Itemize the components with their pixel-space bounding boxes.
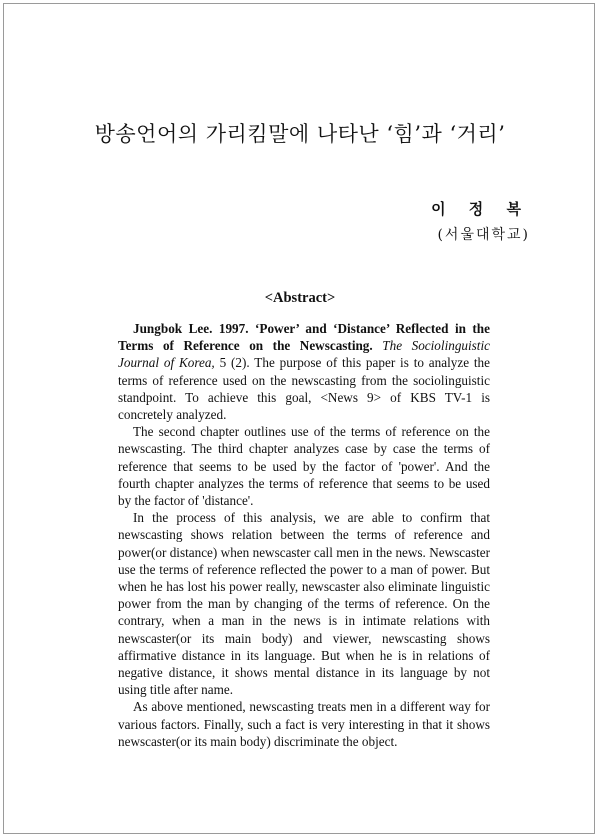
abstract-paragraph-1 <box>118 320 490 423</box>
author-affiliation: (서울대학교) <box>437 227 530 243</box>
paper-title: 방송언어의 가리킴말에 나타난 ‘힘’과 ‘거리’ <box>94 122 506 146</box>
citation-journal: The Sociolinguistic Journal of Korea, <box>118 338 490 371</box>
author-name: 이 정 복 <box>431 200 530 218</box>
abstract-paragraph-3: In the process of this analysis, we are able to confirm that newscasting shows relation between the terms of reference and power(or distance) when newscaster call men in the news. Newscaster use the terms of reference reflected the power to a man of power. But when he has lost his power really, newscaster also eliminate linguistic power from the man by changing of the terms of reference. On the contrary, when a man in the news is in intimate relations with newscaster(or its main body) and viewer, newscasting shows affirmative distance in its language. But when he is in relations of negative distance, it shows mental distance in its language by not using title after name. <box>118 510 490 698</box>
abstract-paragraph-2: The second chapter outlines use of the terms of reference on the newscasting. The third chapter analyzes case by case the terms of reference that seems to be used by the factor of 'power'. And the fourth chapter analyzes the terms of reference that seems to be used by the factor of 'distance'. <box>118 424 490 509</box>
abstract-paragraph-1-text: The purpose of this paper is to analyze the terms of reference used on the newscasting from the sociolinguistic standpoint. To achieve this goal, <News 9> of KBS TV-1 is concretely analyzed. <box>118 355 490 423</box>
abstract-heading: <Abstract> <box>264 290 336 306</box>
citation-volume: 5 (2). <box>219 355 250 371</box>
abstract-body <box>118 320 490 750</box>
citation-paper-title: ‘Power’ and ‘Distance’ Reflected in the Terms of Reference on the Newscasting. <box>118 321 490 354</box>
citation-authors-year: Jungbok Lee. 1997. <box>133 321 249 336</box>
abstract-paragraph-4: As above mentioned, newscasting treats men in a different way for various factors. Finally, such a fact is very interesting in that it shows newscaster(or its main body) discriminate the object. <box>118 699 490 749</box>
